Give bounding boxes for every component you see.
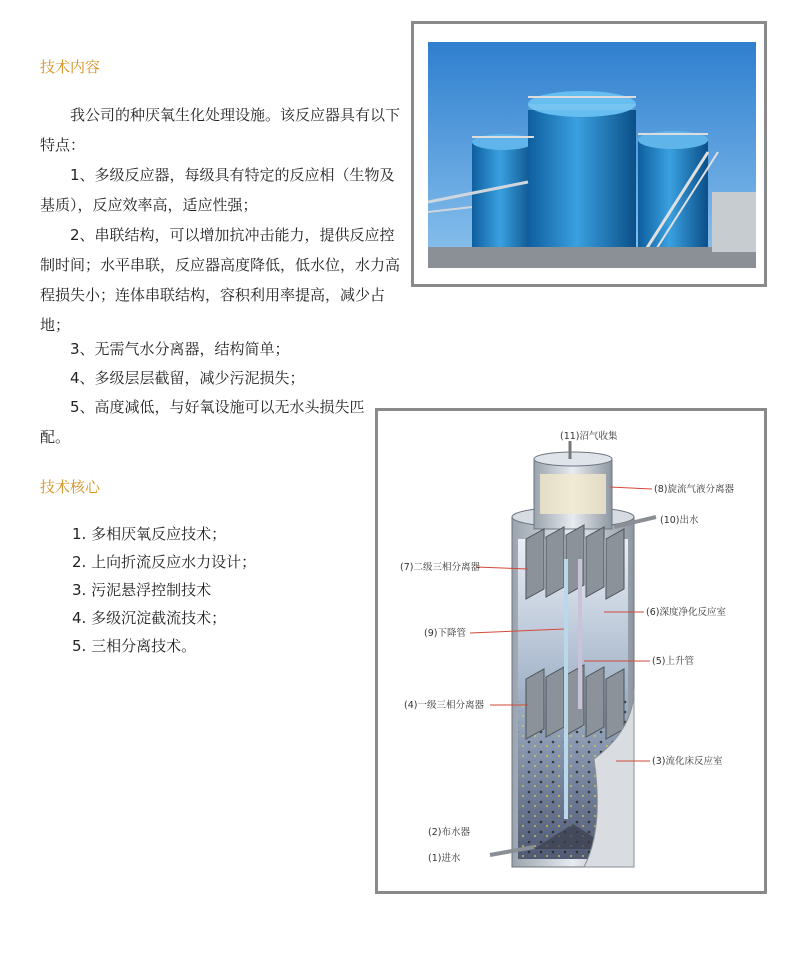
core-tech-list bbox=[72, 520, 256, 660]
label-first-separator: (4)一级三相分离器 bbox=[404, 700, 484, 711]
section-title-tech-core: 技术核心 bbox=[40, 478, 101, 496]
reactor-photo-frame bbox=[411, 21, 767, 287]
list-item: 5. 三相分离技术。 bbox=[72, 637, 197, 655]
feature-point-3: 3、无需气水分离器，结构简单； bbox=[70, 340, 290, 358]
label-deep-purification-chamber: (6)深度净化反应室 bbox=[646, 607, 726, 618]
reactor-diagram bbox=[394, 429, 750, 879]
intro-paragraph: 我公司的种厌氧生化处理设施。该反应器具有以下特点： bbox=[40, 106, 401, 154]
label-outlet: (10)出水 bbox=[660, 515, 699, 526]
section-title-tech-content: 技术内容 bbox=[40, 58, 101, 76]
label-biogas-collection: (11)沼气收集 bbox=[560, 431, 618, 442]
list-item: 1. 多相厌氧反应技术； bbox=[72, 525, 227, 543]
list-item: 2. 上向折流反应水力设计； bbox=[72, 553, 257, 571]
label-downcomer: (9)下降管 bbox=[424, 628, 466, 639]
label-water-distributor: (2)布水器 bbox=[428, 827, 470, 838]
feature-point-2: 2、串联结构，可以增加抗冲击能力，提供反应控制时间；水平串联，反应器高度降低，低水位，水力高程损失小；连体串联结构，容积利用率提高，减少占地； bbox=[40, 226, 401, 334]
label-riser: (5)上升管 bbox=[652, 656, 694, 667]
list-item: 3. 污泥悬浮控制技术 bbox=[72, 581, 212, 599]
feature-point-1: 1、多级反应器，每级具有特定的反应相（生物及基质），反应效率高，适应性强； bbox=[40, 166, 395, 214]
label-inlet: (1)进水 bbox=[428, 853, 461, 864]
label-second-separator: (7)二级三相分离器 bbox=[400, 562, 480, 573]
reactor-diagram-frame bbox=[375, 408, 767, 894]
label-fluidized-bed-chamber: (3)流化床反应室 bbox=[652, 756, 723, 767]
feature-point-4: 4、多级层层截留，减少污泥损失； bbox=[70, 369, 305, 387]
reactor-photo bbox=[428, 42, 756, 268]
list-item: 4. 多级沉淀截流技术； bbox=[72, 609, 227, 627]
label-cyclone-separator: (8)旋流气液分离器 bbox=[654, 484, 734, 495]
feature-point-5: 5、高度减低，与好氧设施可以无水头损失匹配。 bbox=[40, 398, 365, 446]
